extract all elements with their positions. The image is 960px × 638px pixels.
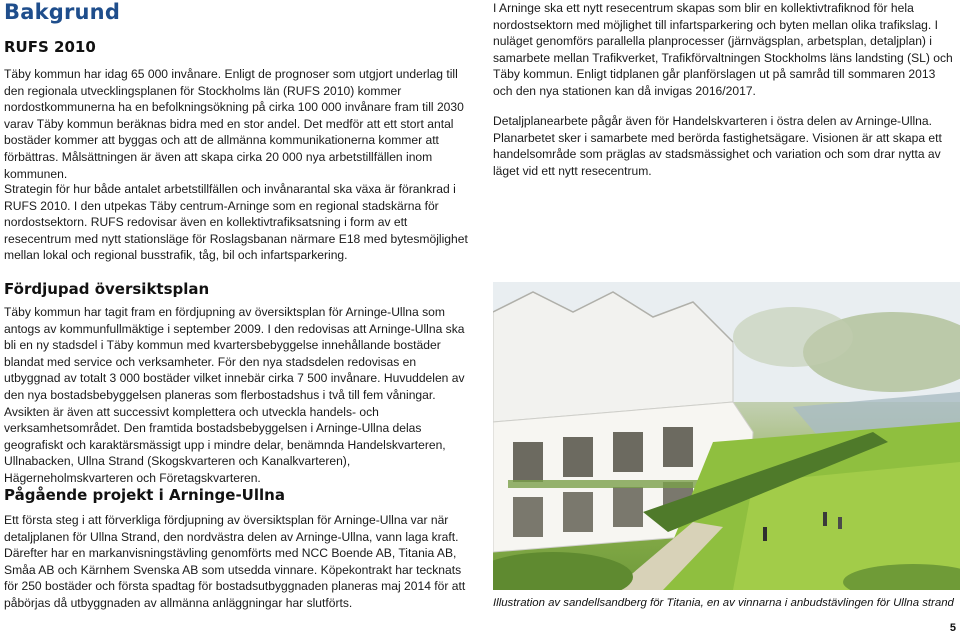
page-title: Bakgrund — [4, 0, 121, 24]
oversiktsplan-heading: Fördjupad översiktsplan — [4, 280, 210, 298]
architectural-illustration — [493, 282, 960, 590]
rufs-paragraph-2: Strategin för hur både antalet arbetstillfällen och invånarantal ska växa är förankrad i RUFS 2010. I den utpekas Täby centrum-Arninge som en regional stadskärna för nordostsektorn. RUFS redovisar även en kollektivtrafiksatsning i form av ett resecentrum med nytt stationsläge för Roslagsbanan närmare E18 med bytesmöjlighet mellan lokal och regional busstrafik, tåg, bil och infartsparkering. — [4, 182, 468, 263]
rufs-heading: RUFS 2010 — [4, 38, 96, 56]
projekt-heading: Pågående projekt i Arninge-Ullna — [4, 486, 285, 504]
rufs-paragraph-1: Täby kommun har idag 65 000 invånare. Enligt de prognoser som utgjort underlag till den regionala utvecklingsplanen för Stockholms län (RUFS 2010) kommer nordostkommunerna ha en befolkningsökning på cirka 100 000 invånare fram till 2030 varav Täby kommun beräknas bidra med en stor andel. Det medför att ett stort antal bostäder kommer att byggas och att de allmänna kommunikationerna kommer att förbättras. Målsättningen är även att skapa cirka 20 000 nya arbetstillfällen inom kommunen. — [4, 67, 464, 181]
projekt-paragraph: Ett första steg i att förverkliga fördjupning av översiktsplan för Arninge-Ullna var när detaljplanen för Ullna Strand, den nordvästra delen av Arninge-Ullna, vann laga kraft. Därefter har en markanvisningstävling genomförts med NCC Boende AB, Titania AB, Småa AB och Kärnhem Svenska AB som utsedda vinnare. Köpekontrakt har tecknats för 250 bostäder och första spadtag för bostadsutbyggnaden planeras maj 2014 för att påbörjas då utbyggnaden av allmänna anläggningar har slutförts. — [4, 513, 466, 610]
resecentrum-paragraph: I Arninge ska ett nytt resecentrum skapas som blir en kollektivtrafiknod för hela nordostsektorn med möjlighet till infartsparkering och byten mellan olika trafikslag. I nuläget genomförs parallella planprocesser (järnvägsplan, arbetsplan, detaljplan) i samarbete mellan Trafikverket, Trafikförvaltningen Stockholms läns landsting (SL) och Täby kommun. Enligt tidplanen går planförslagen ut på samråd till sommaren 2013 och den nya stationen kan då invigas 2016/2017. — [493, 1, 953, 98]
oversiktsplan-paragraph: Täby kommun har tagit fram en fördjupning av översiktsplan för Arninge-Ullna som antogs av kommunfullmäktige i september 2009. I den redovisas att Arninge-Ullna ska bli en ny stadsdel i Täby kommun med kvartersbebyggelse innehållande bostäder blandat med service och verksamheter. För den nya stadsdelen redovisas en utbyggnad av totalt 3 000 bostäder vilket innebär cirka 7 500 invånare. Huvuddelen av den nya bostadsbebyggelsen planeras som flerbostadshus i två till fem våningar. Avsikten är även att successivt komplettera och utveckla handels- och verksamhetsområdet. Den framtida bostadsbebyggelsen i Arninge-Ullna delas geografiskt och karaktärsmässigt upp i mindre delar, benämnda Handelskvarteren, Ullnabacken, Ullna Strand (Skogskvarteren och Kanalkvarteren), Hägerneholmskvarteren och Företagskvarteren. — [4, 305, 465, 485]
illustration-caption: Illustration av sandellsandberg för Titania, en av vinnarna i anbudstävlingen för Ullna strand — [493, 597, 954, 609]
handelskvarteren-paragraph: Detaljplanearbete pågår även för Handelskvarteren i östra delen av Arninge-Ullna. Planarbetet sker i samarbete med berörda fastighetsägare. Visionen är att skapa ett handelsområde som präglas av stadsmässighet och variation och som drar nytta av läget vid ett nytt resecentrum. — [493, 114, 942, 178]
page-number: 5 — [949, 622, 956, 634]
